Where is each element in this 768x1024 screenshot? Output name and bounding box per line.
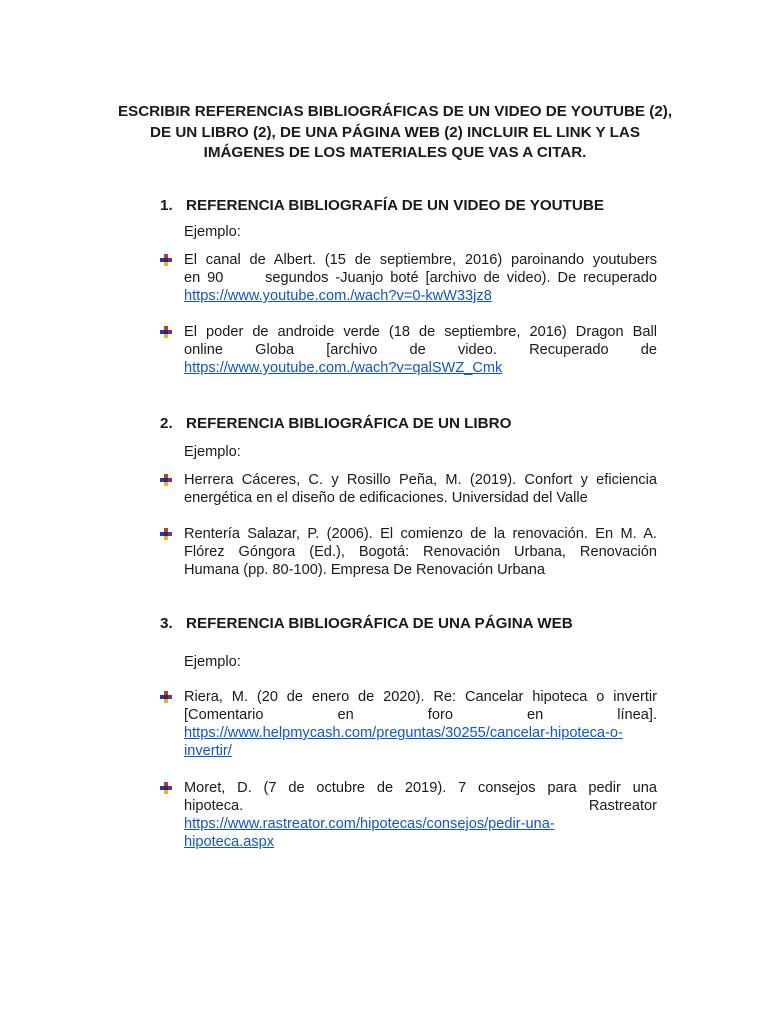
reference-link[interactable]: https://www.rastreator.com/hipotecas/consejos/pedir-una-: [184, 816, 555, 832]
example-label: Ejemplo:: [184, 224, 241, 240]
arrow-bullet-icon: [160, 326, 172, 338]
reference-item: [184, 471, 657, 507]
reference-line: online Globa [archivo de video. Recuperado de: [184, 342, 657, 358]
reference-line: [Comentario en foro en línea].: [184, 707, 657, 723]
reference-item: [184, 251, 657, 305]
reference-link[interactable]: https://www.youtube.com./wach?v=qalSWZ_Cmk: [184, 360, 503, 376]
document-title: ESCRIBIR REFERENCIAS BIBLIOGRÁFICAS DE UN VIDEO DE YOUTUBE (2), DE UN LIBRO (2), DE UNA PÁGINA WEB (2) INCLUIR EL LINK Y LAS IMÁGENES DE LOS MATERIALES QUE VAS A CITAR.: [117, 103, 673, 161]
reference-line: Rentería Salazar, P. (2006). El comienzo de la renovación. En M. A.: [184, 526, 657, 542]
section-number: 1.: [160, 197, 173, 214]
section-number: 3.: [160, 615, 173, 632]
reference-line: El poder de androide verde (18 de septiembre, 2016) Dragon Ball: [184, 324, 657, 340]
reference-line: Moret, D. (7 de octubre de 2019). 7 consejos para pedir una: [184, 780, 657, 796]
arrow-bullet-icon: [160, 474, 172, 486]
section-heading-libro: [160, 414, 511, 434]
reference-link[interactable]: https://www.helpmycash.com/preguntas/30255/cancelar-hipoteca-o-: [184, 725, 623, 741]
reference-line: Herrera Cáceres, C. y Rosillo Peña, M. (2019). Confort y eficiencia: [184, 472, 657, 488]
arrow-bullet-icon: [160, 691, 172, 703]
section-title: REFERENCIA BIBLIOGRÁFICA DE UNA PÁGINA WEB: [186, 615, 573, 632]
reference-item: [184, 779, 657, 851]
reference-line: Humana (pp. 80-100). Empresa De Renovación Urbana: [184, 562, 545, 578]
reference-link[interactable]: https://www.youtube.com./wach?v=0-kwW33jz8: [184, 288, 492, 304]
arrow-bullet-icon: [160, 528, 172, 540]
reference-item: [184, 323, 657, 377]
reference-item: [184, 688, 657, 760]
section-heading-youtube: [160, 196, 604, 216]
section-heading-web: [160, 614, 573, 634]
example-label: Ejemplo:: [184, 654, 241, 670]
reference-line: Flórez Góngora (Ed.), Bogotá: Renovación Urbana, Renovación: [184, 544, 657, 560]
reference-line: Riera, M. (20 de enero de 2020). Re: Cancelar hipoteca o invertir: [184, 689, 657, 705]
section-title: REFERENCIA BIBLIOGRAFÍA DE UN VIDEO DE YOUTUBE: [186, 197, 604, 214]
reference-link[interactable]: invertir/: [184, 743, 232, 759]
reference-line: El canal de Albert. (15 de septiembre, 2016) paroinando youtubers: [184, 252, 657, 268]
reference-line: energética en el diseño de edificaciones. Universidad del Valle: [184, 490, 588, 506]
arrow-bullet-icon: [160, 254, 172, 266]
reference-line: en 90 segundos -Juanjo boté [archivo de video). De recuperado: [184, 270, 657, 286]
reference-link[interactable]: hipoteca.aspx: [184, 834, 275, 850]
reference-item: [184, 525, 657, 579]
example-label: Ejemplo:: [184, 444, 241, 460]
reference-line: hipoteca. Rastreator: [184, 798, 657, 814]
arrow-bullet-icon: [160, 782, 172, 794]
section-title: REFERENCIA BIBLIOGRÁFICA DE UN LIBRO: [186, 415, 512, 432]
section-number: 2.: [160, 415, 173, 432]
